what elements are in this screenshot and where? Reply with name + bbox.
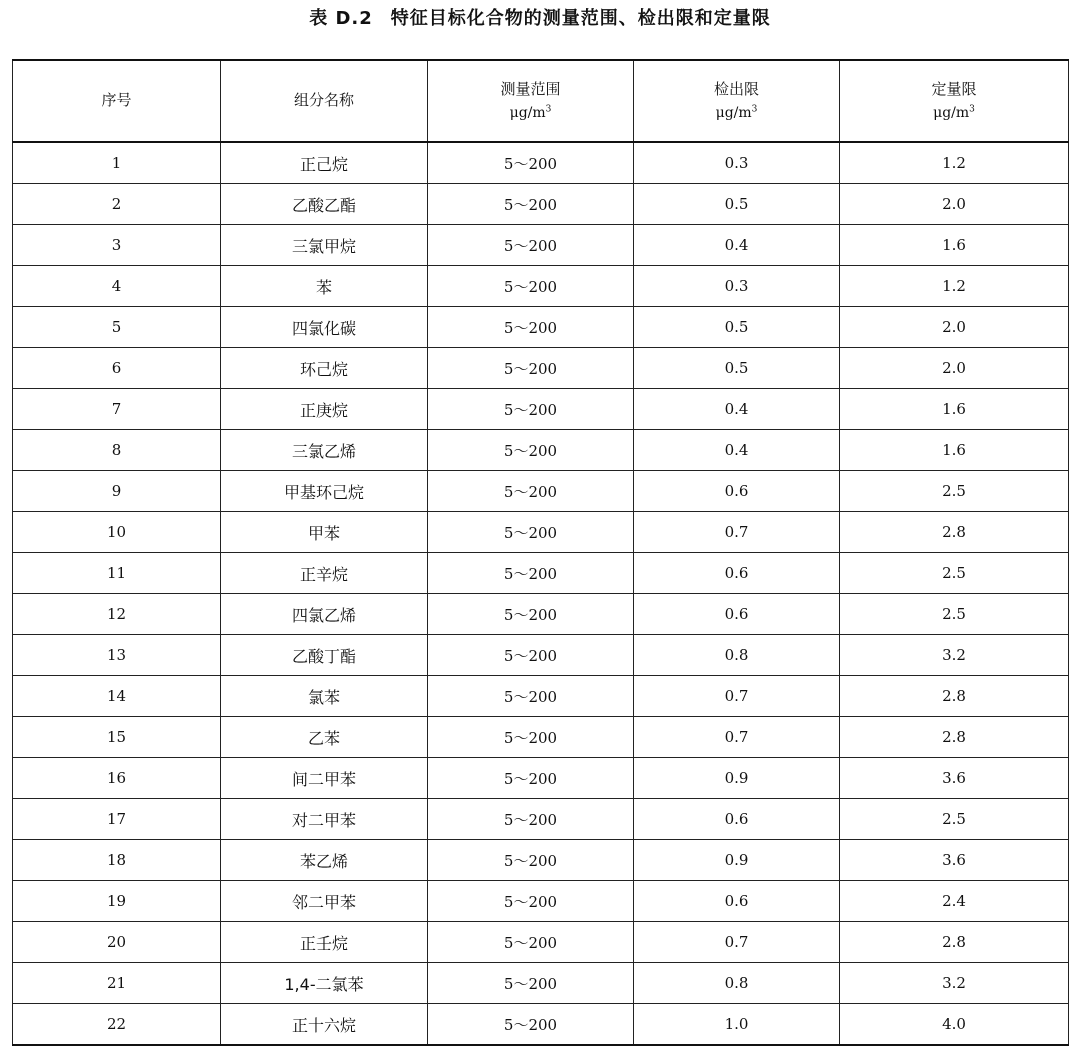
- detection-limit-cell: 0.6: [634, 553, 840, 594]
- quantitation-limit-cell: 2.4: [840, 881, 1069, 922]
- quantitation-limit-cell: 2.5: [840, 799, 1069, 840]
- detection-limit-cell: 0.4: [634, 389, 840, 430]
- quantitation-limit-cell: 2.5: [840, 594, 1069, 635]
- quantitation-limit-cell: 2.8: [840, 922, 1069, 963]
- quantitation-limit-cell: 2.0: [840, 307, 1069, 348]
- table-row: [13, 512, 1069, 553]
- row-index-cell: 14: [13, 676, 221, 717]
- measurement-range-cell: 5～200: [428, 512, 634, 553]
- table-row: [13, 840, 1069, 881]
- detection-limit-cell: 1.0: [634, 1004, 840, 1046]
- table-row: [13, 348, 1069, 389]
- measurement-range-cell: 5～200: [428, 266, 634, 307]
- unit-label: $\mu g/m^3$: [509, 104, 552, 121]
- row-index-cell: 7: [13, 389, 221, 430]
- header-range: 测量范围 $\mu g/m^3$: [428, 60, 634, 142]
- compound-name-cell: 苯: [221, 266, 428, 307]
- measurement-range-cell: 5～200: [428, 676, 634, 717]
- row-index-cell: 18: [13, 840, 221, 881]
- row-index-cell: 1: [13, 142, 221, 184]
- measurement-range-cell: 5～200: [428, 225, 634, 266]
- measurement-range-cell: 5～200: [428, 553, 634, 594]
- header-lod: 检出限 $\mu g/m^3$: [634, 60, 840, 142]
- row-index-cell: 17: [13, 799, 221, 840]
- compound-name-cell: 氯苯: [221, 676, 428, 717]
- compound-name-cell: 正壬烷: [221, 922, 428, 963]
- table-row: [13, 758, 1069, 799]
- quantitation-limit-cell: 1.2: [840, 266, 1069, 307]
- header-row: [13, 60, 1069, 142]
- header-loq: 定量限 $\mu g/m^3$: [840, 60, 1069, 142]
- row-index-cell: 12: [13, 594, 221, 635]
- compound-name-cell: 苯乙烯: [221, 840, 428, 881]
- table-row: [13, 307, 1069, 348]
- quantitation-limit-cell: 1.6: [840, 389, 1069, 430]
- unit-label: $\mu g/m^3$: [933, 104, 975, 121]
- table-title: 特征目标化合物的测量范围、检出限和定量限: [390, 8, 771, 29]
- row-index-cell: 21: [13, 963, 221, 1004]
- compound-name-cell: 三氯甲烷: [221, 225, 428, 266]
- table-row: [13, 594, 1069, 635]
- compound-name-cell: 乙苯: [221, 717, 428, 758]
- row-index-cell: 13: [13, 635, 221, 676]
- quantitation-limit-cell: 2.0: [840, 348, 1069, 389]
- table-number: 表 D.2: [309, 8, 373, 29]
- compound-name-cell: 正己烷: [221, 142, 428, 184]
- compound-name-cell: 间二甲苯: [221, 758, 428, 799]
- table-row: [13, 1004, 1069, 1046]
- compound-name-cell: 邻二甲苯: [221, 881, 428, 922]
- table-row: [13, 553, 1069, 594]
- quantitation-limit-cell: 1.6: [840, 225, 1069, 266]
- quantitation-limit-cell: 3.6: [840, 758, 1069, 799]
- detection-limit-cell: 0.8: [634, 963, 840, 1004]
- row-index-cell: 20: [13, 922, 221, 963]
- detection-limit-cell: 0.4: [634, 430, 840, 471]
- quantitation-limit-cell: 2.8: [840, 717, 1069, 758]
- measurement-range-cell: 5～200: [428, 840, 634, 881]
- quantitation-limit-cell: 3.2: [840, 963, 1069, 1004]
- row-index-cell: 6: [13, 348, 221, 389]
- compound-name-cell: 乙酸乙酯: [221, 184, 428, 225]
- quantitation-limit-cell: 1.6: [840, 430, 1069, 471]
- row-index-cell: 8: [13, 430, 221, 471]
- row-index-cell: 4: [13, 266, 221, 307]
- compound-name-cell: 正辛烷: [221, 553, 428, 594]
- measurement-range-cell: 5～200: [428, 799, 634, 840]
- table-caption: [0, 0, 1080, 40]
- row-index-cell: 9: [13, 471, 221, 512]
- quantitation-limit-cell: 2.5: [840, 471, 1069, 512]
- quantitation-limit-cell: 2.8: [840, 676, 1069, 717]
- detection-limit-cell: 0.5: [634, 307, 840, 348]
- row-index-cell: 11: [13, 553, 221, 594]
- measurement-range-cell: 5～200: [428, 307, 634, 348]
- measurement-range-cell: 5～200: [428, 922, 634, 963]
- detection-limit-cell: 0.6: [634, 471, 840, 512]
- table-row: [13, 142, 1069, 184]
- quantitation-limit-cell: 1.2: [840, 142, 1069, 184]
- row-index-cell: 5: [13, 307, 221, 348]
- quantitation-limit-cell: 3.6: [840, 840, 1069, 881]
- table-row: [13, 881, 1069, 922]
- table-row: [13, 963, 1069, 1004]
- measurement-range-cell: 5～200: [428, 717, 634, 758]
- table-row: [13, 389, 1069, 430]
- quantitation-limit-cell: 3.2: [840, 635, 1069, 676]
- detection-limit-cell: 0.7: [634, 922, 840, 963]
- compound-name-cell: 三氯乙烯: [221, 430, 428, 471]
- compound-name-cell: 环己烷: [221, 348, 428, 389]
- measurement-range-cell: 5～200: [428, 348, 634, 389]
- compound-name-cell: 甲苯: [221, 512, 428, 553]
- measurement-range-cell: 5～200: [428, 389, 634, 430]
- header-name: 组分名称: [221, 60, 428, 142]
- measurement-range-cell: 5～200: [428, 184, 634, 225]
- detection-limit-cell: 0.7: [634, 717, 840, 758]
- header-index: 序号: [13, 60, 221, 142]
- compound-name-cell: 四氯乙烯: [221, 594, 428, 635]
- detection-limit-cell: 0.9: [634, 840, 840, 881]
- compound-name-cell: 对二甲苯: [221, 799, 428, 840]
- table-row: [13, 266, 1069, 307]
- table-row: [13, 184, 1069, 225]
- detection-limit-cell: 0.5: [634, 348, 840, 389]
- measurement-range-cell: 5～200: [428, 142, 634, 184]
- table-row: [13, 635, 1069, 676]
- measurement-range-cell: 5～200: [428, 594, 634, 635]
- detection-limit-cell: 0.4: [634, 225, 840, 266]
- detection-limit-cell: 0.8: [634, 635, 840, 676]
- quantitation-limit-cell: 4.0: [840, 1004, 1069, 1046]
- table-row: [13, 225, 1069, 266]
- detection-limit-cell: 0.5: [634, 184, 840, 225]
- quantitation-limit-cell: 2.5: [840, 553, 1069, 594]
- measurement-range-cell: 5～200: [428, 1004, 634, 1046]
- unit-label: $\mu g/m^3$: [715, 104, 758, 121]
- row-index-cell: 15: [13, 717, 221, 758]
- table-body: [13, 142, 1069, 1045]
- table-row: [13, 922, 1069, 963]
- measurement-range-cell: 5～200: [428, 471, 634, 512]
- detection-limit-cell: 0.9: [634, 758, 840, 799]
- row-index-cell: 16: [13, 758, 221, 799]
- measurement-range-cell: 5～200: [428, 963, 634, 1004]
- table-row: [13, 471, 1069, 512]
- detection-limit-cell: 0.6: [634, 799, 840, 840]
- compound-name-cell: 乙酸丁酯: [221, 635, 428, 676]
- measurement-range-cell: 5～200: [428, 758, 634, 799]
- compound-name-cell: 四氯化碳: [221, 307, 428, 348]
- table-row: [13, 676, 1069, 717]
- compound-name-cell: 1,4-二氯苯: [221, 963, 428, 1004]
- compound-name-cell: 正十六烷: [221, 1004, 428, 1046]
- quantitation-limit-cell: 2.8: [840, 512, 1069, 553]
- row-index-cell: 2: [13, 184, 221, 225]
- table-row: [13, 799, 1069, 840]
- compound-name-cell: 正庚烷: [221, 389, 428, 430]
- table-row: [13, 717, 1069, 758]
- detection-limit-cell: 0.3: [634, 266, 840, 307]
- compound-limits-table: [12, 59, 1069, 1046]
- detection-limit-cell: 0.7: [634, 676, 840, 717]
- row-index-cell: 10: [13, 512, 221, 553]
- row-index-cell: 19: [13, 881, 221, 922]
- row-index-cell: 22: [13, 1004, 221, 1046]
- detection-limit-cell: 0.3: [634, 142, 840, 184]
- measurement-range-cell: 5～200: [428, 430, 634, 471]
- detection-limit-cell: 0.6: [634, 881, 840, 922]
- measurement-range-cell: 5～200: [428, 881, 634, 922]
- quantitation-limit-cell: 2.0: [840, 184, 1069, 225]
- table-row: [13, 430, 1069, 471]
- row-index-cell: 3: [13, 225, 221, 266]
- detection-limit-cell: 0.6: [634, 594, 840, 635]
- measurement-range-cell: 5～200: [428, 635, 634, 676]
- compound-name-cell: 甲基环己烷: [221, 471, 428, 512]
- detection-limit-cell: 0.7: [634, 512, 840, 553]
